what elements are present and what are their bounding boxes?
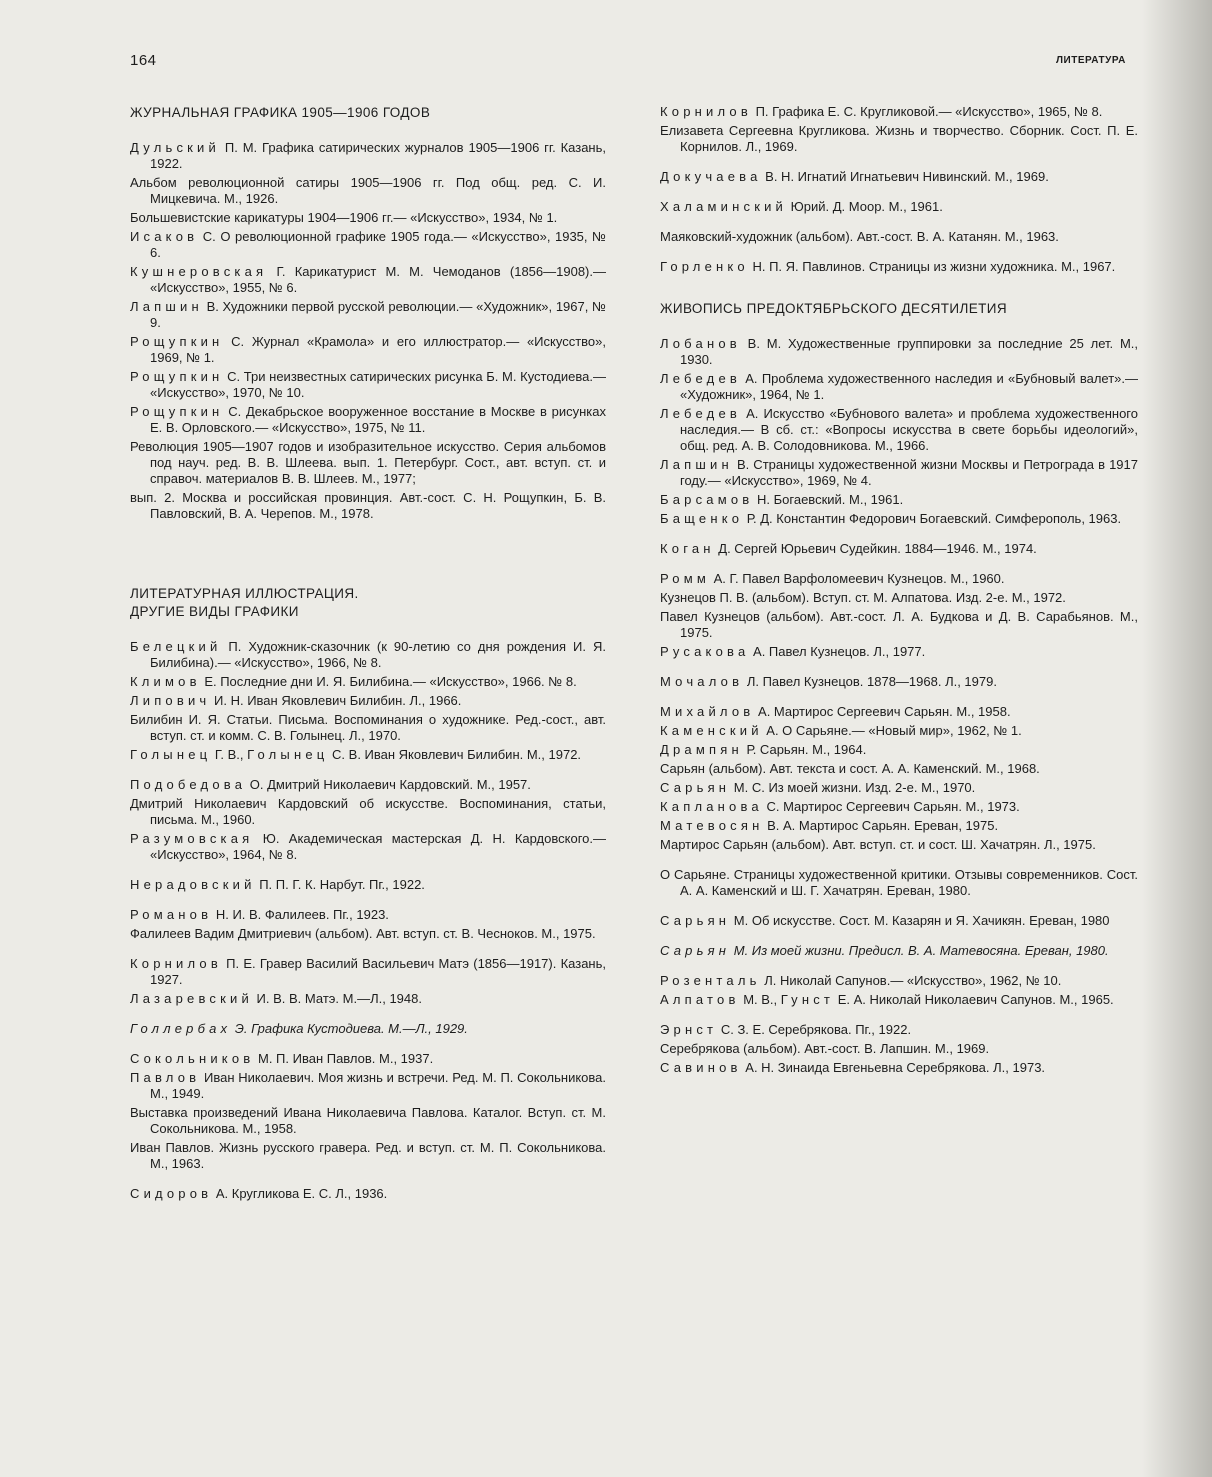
bibliography-entry [660,1022,1138,1038]
bibliography-entry [660,723,1138,739]
entry-author: Голлербах [130,1021,232,1036]
entry-text: Иван Павлов. Жизнь русского гравера. Ред. и вступ. ст. М. П. Сокольникова. М., 1963. [130,1140,606,1171]
entry-text: О Сарьяне. Страницы художественной критики. Отзывы современников. Сост. А. А. Каменский и Ш. Г. Хачатрян. Ереван, 1980. [660,867,1138,898]
bibliography-entry [660,169,1138,185]
entry-author: Рощупкин [130,369,224,384]
entry-text: Фалилеев Вадим Дмитриевич (альбом). Авт. вступ. ст. В. Чесноков. М., 1975. [130,926,596,941]
entry-text: А. Проблема художественного наследия и «Бубновый валет».— «Художник», 1964, № 1. [680,371,1138,402]
entry-text: Большевистские карикатуры 1904—1906 гг.— «Искусство», 1934, № 1. [130,210,558,225]
bibliography-entry [660,492,1138,508]
entry-text: М. П. Иван Павлов. М., 1937. [254,1051,434,1066]
entry-author: Лебедев [660,371,741,386]
bibliography-entry [130,1051,606,1067]
bibliography-entry [130,439,606,487]
bibliography-entry [660,336,1138,368]
entry-text: П. Художник-сказочник (к 90-летию со дня рождения И. Я. Билибина).— «Искусство», 1966, № 8. [150,639,606,670]
entry-text: В. М. Художественные группировки за последние 25 лет. М., 1930. [680,336,1138,367]
entry-author: Климов [130,674,201,689]
entry-text: И. Н. Иван Яковлевич Билибин. Л., 1966. [210,693,462,708]
entry-author: Исаков [130,229,199,244]
entry-text: П. П. Г. К. Нарбут. Пг., 1922. [255,877,425,892]
bibliography-entry [130,991,606,1007]
section-title-line: ЛИТЕРАТУРНАЯ ИЛЛЮСТРАЦИЯ. [130,586,359,601]
entry-text: А. О Сарьяне.— «Новый мир», 1962, № 1. [762,723,1022,738]
entry-author: Лазаревский [130,991,253,1006]
bibliography-entry [130,175,606,207]
bibliography-entry [130,140,606,172]
entry-text: Э. Графика Кустодиева. М.—Л., 1929. [231,1021,468,1036]
bibliography-entry [660,199,1138,215]
entry-author: Халаминский [660,199,788,214]
entry-text: Дмитрий Николаевич Кардовский об искусстве. Воспоминания, статьи, письма. М., 1960. [130,796,606,827]
entry-author: Рощупкин [130,334,224,349]
entry-author: Рощупкин [130,404,224,419]
bibliography-entry [660,780,1138,796]
left-column [130,104,606,1205]
bibliography-entry [130,926,606,942]
bibliography-entry [130,1186,606,1202]
entry-text: Альбом революционной сатиры 1905—1906 гг. Под общ. ред. С. И. Мицкевича. М., 1926. [130,175,606,206]
entry-text: А. Мартирос Сергеевич Сарьян. М., 1958. [754,704,1011,719]
entry-text: Маяковский-художник (альбом). Авт.-сост. В. А. Катанян. М., 1963. [660,229,1059,244]
bibliography-entry [660,590,1138,606]
entry-text: Революция 1905—1907 годов и изобразительное искусство. Серия альбомов под науч. ред. В. В. Шлеева. вып. 1. Петербург. Сост., авт. вступ. ст. и справоч. материалов В. В. Шлеев. М., 1977; [130,439,606,486]
entry-text: Выставка произведений Ивана Николаевича Павлова. Каталог. Вступ. ст. М. Сокольникова. М., 1958. [130,1105,606,1136]
entry-text: Р. Сарьян. М., 1964. [742,742,867,757]
entry-text: Н. Богаевский. М., 1961. [753,492,904,507]
entry-author: Савинов [660,1060,742,1075]
entry-text: П. Е. Гравер Василий Васильевич Матэ (1856—1917). Казань, 1927. [150,956,606,987]
bibliography-entry [660,1060,1138,1076]
entry-text: Н. И. В. Фалилеев. Пг., 1923. [212,907,389,922]
entry-text: М. Об искусстве. Сост. М. Казарян и Я. Хачикян. Ереван, 1980 [730,913,1110,928]
bibliography-entry [130,264,606,296]
bibliography-entry [660,229,1138,245]
entry-text: Н. П. Я. Павлинов. Страницы из жизни художника. М., 1967. [748,259,1116,274]
bibliography-entry [660,704,1138,720]
entry-text: Иван Николаевич. Моя жизнь и встречи. Ред. М. П. Сокольникова. М., 1949. [150,1070,606,1101]
entry-text: О. Дмитрий Николаевич Кардовский. М., 1957. [246,777,531,792]
bibliography-entry [660,761,1138,777]
entry-author: Матевосян [660,818,764,833]
bibliography-entry [130,1105,606,1137]
right-column [660,104,1138,1079]
entry-text: А. Искусство «Бубнового валета» и проблема художественного наследия.— В сб. ст.: «Вопросы искусства в свете борьбы идеологий», общ. ред. А. В. Солодовникова. М., 1966. [680,406,1138,453]
entry-author: Сидоров [130,1186,213,1201]
entry-author: Голынец [130,747,212,762]
entry-text: М. Из моей жизни. Предисл. В. А. Матевосяна. Ереван, 1980. [730,943,1109,958]
entry-author: Сарьян [660,943,731,958]
entry-author: Ромм [660,571,711,586]
entry-author: Романов [130,907,213,922]
entry-text: Л. Николай Сапунов.— «Искусство», 1962, № 10. [760,973,1062,988]
bibliography-list [130,140,606,522]
bibliography-entry [660,943,1138,959]
entry-author: Капланова [660,799,763,814]
bibliography-entry [130,369,606,401]
bibliography-entry [130,877,606,893]
entry-author: Михайлов [660,704,755,719]
section-title-line: ДРУГИЕ ВИДЫ ГРАФИКИ [130,604,299,619]
page-number: 164 [130,52,157,69]
entry-text: А. Н. Зинаида Евгеньевна Серебрякова. Л., 1973. [741,1060,1046,1075]
entry-text: С. З. Е. Серебрякова. Пг., 1922. [717,1022,912,1037]
bibliography-entry [660,973,1138,989]
entry-text: В. Художники первой русской революции.— «Художник», 1967, № 9. [150,299,606,330]
bibliography-entry [660,867,1138,899]
bibliography-entry [660,742,1138,758]
bibliography-entry [130,1021,606,1037]
bibliography-entry [660,406,1138,454]
entry-author: Павлов [130,1070,201,1085]
entry-author: Каменский [660,723,763,738]
entry-author: Лебедев [660,406,741,421]
entry-text: С. Журнал «Крамола» и его иллюстратор.— «Искусство», 1969, № 1. [150,334,606,365]
bibliography-entry [660,371,1138,403]
entry-author: Голынец [247,747,329,762]
entry-text: В. Страницы художественной жизни Москвы и Петрограда в 1917 году.— «Искусство», 1969, № 4. [680,457,1138,488]
bibliography-entry [130,210,606,226]
entry-author: Докучаева [660,169,762,184]
entry-text: Л. Павел Кузнецов. 1878—1968. Л., 1979. [743,674,997,689]
entry-text: С. Мартирос Сергеевич Сарьян. М., 1973. [762,799,1020,814]
entry-text: Ю. Академическая мастерская Д. Н. Кардовского.— «Искусство», 1964, № 8. [150,831,606,862]
bibliography-list [660,104,1138,275]
entry-text: В. Н. Игнатий Игнатьевич Нивинский. М., 1969. [761,169,1049,184]
entry-author: Горленко [660,259,749,274]
section-title-literary-illustration [130,585,606,621]
entry-text: П. Графика Е. С. Кругликовой.— «Искусство», 1965, № 8. [751,104,1103,119]
bibliography-entry [130,956,606,988]
entry-author: Корнилов [660,104,752,119]
bibliography-entry [660,541,1138,557]
entry-author: Русакова [660,644,750,659]
entry-text: Г. Карикатурист М. М. Чемоданов (1856—1908).— «Искусство», 1955, № 6. [150,264,606,295]
bibliography-entry [660,511,1138,527]
entry-text: Р. Д. Константин Федорович Богаевский. Симферополь, 1963. [743,511,1122,526]
bibliography-entry [660,609,1138,641]
entry-author: Корнилов [130,956,222,971]
entry-text: А. Павел Кузнецов. Л., 1977. [749,644,926,659]
entry-author: Разумовская [130,831,254,846]
entry-author: Барсамов [660,492,754,507]
section-title-prerevolution-painting: ЖИВОПИСЬ ПРЕДОКТЯБРЬСКОГО ДЕСЯТИЛЕТИЯ [660,301,1008,316]
entry-text: вып. 2. Москва и российская провинция. Авт.-сост. С. Н. Рощупкин, Б. В. Павловский, В. А. Черепов. М., 1978. [130,490,606,521]
entry-text: Мартирос Сарьян (альбом). Авт. вступ. ст. и сост. Ш. Хачатрян. Л., 1975. [660,837,1096,852]
entry-text: С. В. Иван Яковлевич Билибин. М., 1972. [328,747,582,762]
entry-text: С. Три неизвестных сатирических рисунка Б. М. Кустодиева.— «Искусство», 1970, № 10. [150,369,606,400]
entry-author: Дульский [130,140,220,155]
section-title-journal-graphics: ЖУРНАЛЬНАЯ ГРАФИКА 1905—1906 ГОДОВ [130,105,431,120]
bibliography-list [660,336,1138,1076]
entry-author: Нерадовский [130,877,256,892]
bibliography-entry [660,123,1138,155]
entry-author: Лапшин [660,457,733,472]
bibliography-entry [130,831,606,863]
entry-author: Белецкий [130,639,222,654]
entry-text: Кузнецов П. В. (альбом). Вступ. ст. М. Алпатова. Изд. 2-е. М., 1972. [660,590,1066,605]
entry-text: И. В. В. Матэ. М.—Л., 1948. [252,991,422,1006]
entry-author: Мочалов [660,674,744,689]
bibliography-entry [660,674,1138,690]
entry-author: Коган [660,541,715,556]
entry-text: Е. Последние дни И. Я. Билибина.— «Искусство», 1966. № 8. [200,674,577,689]
entry-text: А. Г. Павел Варфоломеевич Кузнецов. М., 1960. [710,571,1005,586]
bibliography-entry [130,674,606,690]
entry-author: Бащенко [660,511,744,526]
entry-text: Елизавета Сергеевна Кругликова. Жизнь и творчество. Сборник. Сост. П. Е. Корнилов. Л., 1969. [660,123,1138,154]
page-edge-shadow [1142,0,1212,1477]
bibliography-entry [660,104,1138,120]
bibliography-entry [130,299,606,331]
entry-author: Липович [130,693,211,708]
entry-text: Билибин И. Я. Статьи. Письма. Воспоминания о художнике. Ред.-сост., авт. вступ. ст. и комм. С. В. Голынец. Л., 1970. [130,712,606,743]
entry-author: Лобанов [660,336,741,351]
bibliography-list [130,639,606,1202]
bibliography-entry [130,777,606,793]
entry-text: Юрий. Д. Моор. М., 1961. [787,199,943,214]
bibliography-entry [130,639,606,671]
bibliography-entry [130,404,606,436]
bibliography-entry [130,796,606,828]
bibliography-entry [660,992,1138,1008]
bibliography-entry [660,837,1138,853]
entry-text: А. Кругликова Е. С. Л., 1936. [212,1186,388,1201]
entry-author: Сокольников [130,1051,255,1066]
bibliography-entry [660,1041,1138,1057]
entry-author: Сарьян [660,780,731,795]
entry-author: Кушнеровская [130,264,268,279]
entry-text: Серебрякова (альбом). Авт.-сост. В. Лапшин. М., 1969. [660,1041,990,1056]
bibliography-entry [130,747,606,763]
entry-author: Эрнст [660,1022,718,1037]
bibliography-entry [130,229,606,261]
entry-author: Розенталь [660,973,761,988]
entry-text: Г. В., [211,747,248,762]
entry-text: М. С. Из моей жизни. Изд. 2-е. М., 1970. [730,780,976,795]
entry-text: В. А. Мартирос Сарьян. Ереван, 1975. [763,818,999,833]
bibliography-entry [130,693,606,709]
entry-text: Е. А. Николай Николаевич Сапунов. М., 1965. [834,992,1114,1007]
bibliography-entry [660,571,1138,587]
bibliography-entry [660,259,1138,275]
entry-author: Алпатов [660,992,740,1007]
bibliography-entry [660,644,1138,660]
bibliography-entry [660,913,1138,929]
entry-text: Сарьян (альбом). Авт. текста и сост. А. А. Каменский. М., 1968. [660,761,1040,776]
bibliography-entry [130,1140,606,1172]
bibliography-entry [130,490,606,522]
bibliography-entry [130,712,606,744]
bibliography-entry [660,457,1138,489]
entry-text: Д. Сергей Юрьевич Судейкин. 1884—1946. М., 1974. [714,541,1037,556]
entry-author: Сарьян [660,913,731,928]
bibliography-entry [130,1070,606,1102]
entry-author: Подобедова [130,777,247,792]
entry-text: С. О революционной графике 1905 года.— «Искусство», 1935, № 6. [150,229,606,260]
bibliography-entry [660,818,1138,834]
entry-author: Лапшин [130,299,203,314]
entry-text: П. М. Графика сатирических журналов 1905—1906 гг. Казань, 1922. [150,140,606,171]
bibliography-entry [130,907,606,923]
bibliography-entry [660,799,1138,815]
entry-author: Гунст [780,992,835,1007]
entry-text: С. Декабрьское вооруженное восстание в Москве в рисунках Е. В. Орловского.— «Искусство», 1975, № 11. [150,404,606,435]
entry-text: Павел Кузнецов (альбом). Авт.-сост. Л. А. Будкова и Д. В. Сарабьянов. М., 1975. [660,609,1138,640]
running-header: ЛИТЕРАТУРА [1056,55,1126,66]
bibliography-entry [130,334,606,366]
entry-author: Дрампян [660,742,743,757]
entry-text: М. В., [739,992,781,1007]
